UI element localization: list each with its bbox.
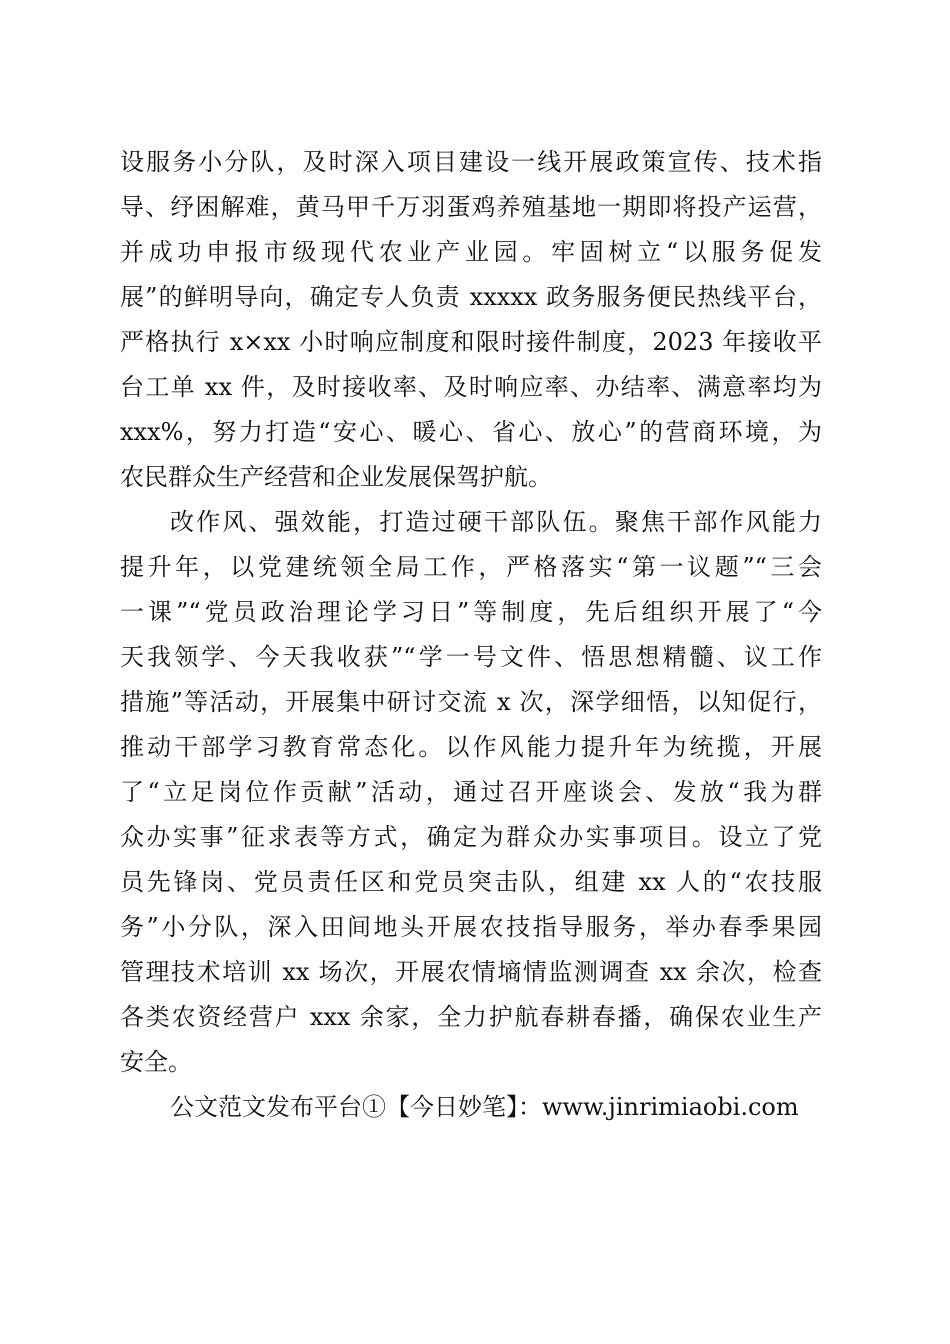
paragraph-2-line: 了“立足岗位作贡献”活动，通过召开座谈会、发放“我为群	[120, 778, 822, 806]
paragraph-2-line: 天我领学、今天我收获”“学一号文件、悟思想精髓、议工作	[120, 643, 822, 671]
paragraph-1-line: 展”的鲜明导向，确定专人负责 xxxxx 政务服务便民热线平台，	[120, 283, 822, 311]
paragraph-1-line: 农民群众生产经营和企业发展保驾护航。	[120, 463, 552, 491]
footer-line	[0, 1085, 950, 1130]
paragraph-1-line: 导、纾困解难，黄马甲千万羽蛋鸡养殖基地一期即将投产运营，	[120, 193, 822, 221]
paragraph-2-line: 推动干部学习教育常态化。以作风能力提升年为统揽，开展	[120, 733, 822, 761]
paragraph-2-line: 措施”等活动，开展集中研讨交流 x 次，深学细悟，以知促行，	[120, 688, 822, 716]
paragraph-1-line: 并成功申报市级现代农业产业园。牢固树立“以服务促发	[120, 238, 822, 266]
paragraph-2-line: 员先锋岗、党员责任区和党员突击队，组建 xx 人的“农技服	[120, 868, 822, 896]
paragraph-2-line: 务”小分队，深入田间地头开展农技指导服务，举办春季果园	[120, 913, 822, 941]
paragraph-2-line: 管理技术培训 xx 场次，开展农情墒情监测调查 xx 余次，检查	[120, 958, 822, 986]
paragraph-2-line: 众办实事”征求表等方式，确定为群众办实事项目。设立了党	[120, 823, 822, 851]
paragraph-2-line: 一课”“党员政治理论学习日”等制度，先后组织开展了“今	[120, 598, 822, 626]
paragraph-2-line: 改作风、强效能，打造过硬干部队伍。聚焦干部作风能力	[170, 508, 822, 536]
paragraph-2-line: 各类农资经营户 xxx 余家，全力护航春耕春播，确保农业生产	[120, 1003, 822, 1031]
paragraph-2-line: 安全。	[120, 1048, 192, 1076]
paragraph-1-line: 严格执行 x×xx 小时响应制度和限时接件制度，2023 年接收平	[120, 328, 822, 356]
footer-text: 公文范文发布平台①【今日妙笔】：www.jinrimiaobi.com	[170, 1093, 799, 1121]
paragraph-2-line: 提升年，以党建统领全局工作，严格落实“第一议题”“三会	[120, 553, 822, 581]
paragraph-1-line: 设服务小分队，及时深入项目建设一线开展政策宣传、技术指	[120, 148, 822, 176]
paragraph-1-line: 台工单 xx 件，及时接收率、及时响应率、办结率、满意率均为	[120, 373, 822, 401]
paragraph-1-line: xxx%，努力打造“安心、暖心、省心、放心”的营商环境，为	[120, 418, 822, 446]
